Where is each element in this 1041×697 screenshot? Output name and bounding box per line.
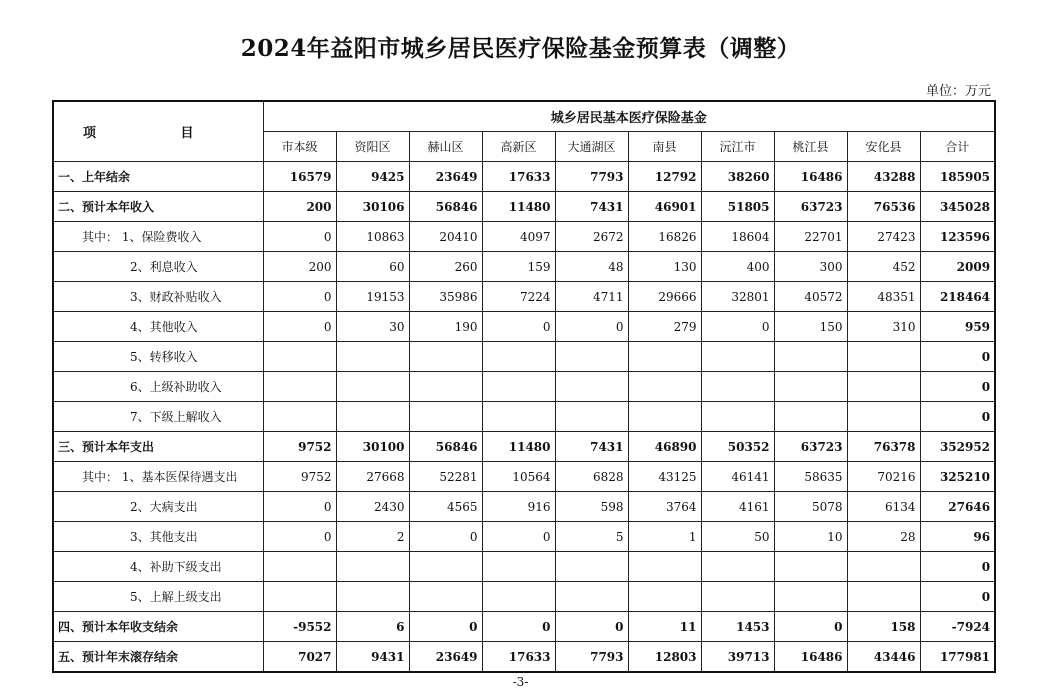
value-cell (701, 372, 774, 402)
value-cell: 43446 (847, 642, 920, 673)
column-header: 高新区 (482, 132, 555, 162)
value-cell: 452 (847, 252, 920, 282)
value-cell: 48 (555, 252, 628, 282)
value-cell: 40572 (774, 282, 847, 312)
value-cell (263, 582, 336, 612)
value-cell: 0 (555, 612, 628, 642)
value-cell: 43125 (628, 462, 701, 492)
table-row (53, 612, 995, 642)
row-label: 四、预计本年收支结余 (53, 612, 263, 642)
value-cell (774, 342, 847, 372)
value-cell (555, 372, 628, 402)
value-cell: 9425 (336, 162, 409, 192)
row-label: 6、上级补助收入 (53, 372, 263, 402)
value-cell: 7027 (263, 642, 336, 673)
item-header: 项 目 (53, 101, 263, 162)
table-row (53, 402, 995, 432)
value-cell: 30100 (336, 432, 409, 462)
value-cell (774, 552, 847, 582)
value-cell: 6 (336, 612, 409, 642)
value-cell: 0 (263, 522, 336, 552)
value-cell (847, 342, 920, 372)
table-row (53, 282, 995, 312)
value-cell: 11480 (482, 432, 555, 462)
row-label: 2、大病支出 (53, 492, 263, 522)
value-cell: 20410 (409, 222, 482, 252)
value-cell (555, 342, 628, 372)
value-cell: 16826 (628, 222, 701, 252)
value-cell: 7793 (555, 162, 628, 192)
row-label: 三、预计本年支出 (53, 432, 263, 462)
total-cell: 123596 (920, 222, 995, 252)
fund-header: 城乡居民基本医疗保险基金 (263, 101, 995, 132)
value-cell (263, 552, 336, 582)
value-cell: 159 (482, 252, 555, 282)
value-cell (482, 402, 555, 432)
row-label: 4、补助下级支出 (53, 552, 263, 582)
unit-label: 单位：万元 (925, 84, 991, 99)
value-cell (409, 552, 482, 582)
value-cell: 27423 (847, 222, 920, 252)
value-cell (336, 582, 409, 612)
value-cell (482, 582, 555, 612)
value-cell: 9431 (336, 642, 409, 673)
value-cell: 52281 (409, 462, 482, 492)
value-cell (701, 552, 774, 582)
value-cell (336, 402, 409, 432)
row-label: 二、预计本年收入 (53, 192, 263, 222)
value-cell (555, 552, 628, 582)
column-header: 桃江县 (774, 132, 847, 162)
table-row (53, 492, 995, 522)
value-cell: 1453 (701, 612, 774, 642)
table-row (53, 462, 995, 492)
value-cell: 0 (263, 492, 336, 522)
value-cell: 598 (555, 492, 628, 522)
value-cell: 56846 (409, 192, 482, 222)
value-cell: 70216 (847, 462, 920, 492)
total-cell: 0 (920, 402, 995, 432)
table-row (53, 582, 995, 612)
value-cell: 190 (409, 312, 482, 342)
value-cell: 0 (263, 222, 336, 252)
value-cell (409, 342, 482, 372)
value-cell: 76536 (847, 192, 920, 222)
value-cell (263, 402, 336, 432)
table-row (53, 522, 995, 552)
column-header: 南县 (628, 132, 701, 162)
value-cell (774, 402, 847, 432)
value-cell: 12803 (628, 642, 701, 673)
table-row (53, 162, 995, 192)
value-cell: 2672 (555, 222, 628, 252)
row-label: 4、其他收入 (53, 312, 263, 342)
value-cell (847, 372, 920, 402)
column-header: 赫山区 (409, 132, 482, 162)
value-cell: 17633 (482, 642, 555, 673)
value-cell: 158 (847, 612, 920, 642)
row-label: 五、预计年末滚存结余 (53, 642, 263, 673)
column-header: 安化县 (847, 132, 920, 162)
value-cell (701, 582, 774, 612)
value-cell: 0 (409, 612, 482, 642)
value-cell: 11480 (482, 192, 555, 222)
total-cell: 96 (920, 522, 995, 552)
value-cell (482, 342, 555, 372)
total-cell: 27646 (920, 492, 995, 522)
value-cell: 46890 (628, 432, 701, 462)
value-cell: 23649 (409, 162, 482, 192)
total-cell: 2009 (920, 252, 995, 282)
value-cell: 4711 (555, 282, 628, 312)
value-cell (774, 582, 847, 612)
total-cell: 0 (920, 552, 995, 582)
value-cell: 17633 (482, 162, 555, 192)
value-cell: 4565 (409, 492, 482, 522)
value-cell (482, 372, 555, 402)
table-row (53, 192, 995, 222)
value-cell: 400 (701, 252, 774, 282)
value-cell: 6134 (847, 492, 920, 522)
value-cell: 46901 (628, 192, 701, 222)
value-cell: 130 (628, 252, 701, 282)
value-cell (336, 372, 409, 402)
header-row-fund (53, 101, 995, 132)
value-cell: 46141 (701, 462, 774, 492)
total-cell: 325210 (920, 462, 995, 492)
value-cell (555, 582, 628, 612)
value-cell: 22701 (774, 222, 847, 252)
total-cell: 177981 (920, 642, 995, 673)
table-row (53, 552, 995, 582)
value-cell: 63723 (774, 192, 847, 222)
value-cell: 16579 (263, 162, 336, 192)
total-cell: 0 (920, 342, 995, 372)
value-cell: 0 (482, 312, 555, 342)
value-cell: 0 (482, 612, 555, 642)
value-cell: 38260 (701, 162, 774, 192)
value-cell: 6828 (555, 462, 628, 492)
table-row (53, 222, 995, 252)
total-cell: 218464 (920, 282, 995, 312)
column-header: 市本级 (263, 132, 336, 162)
value-cell: 51805 (701, 192, 774, 222)
table-row (53, 342, 995, 372)
value-cell: 4161 (701, 492, 774, 522)
value-cell: 29666 (628, 282, 701, 312)
column-header: 资阳区 (336, 132, 409, 162)
row-label: 2、利息收入 (53, 252, 263, 282)
value-cell: 23649 (409, 642, 482, 673)
row-label: 5、转移收入 (53, 342, 263, 372)
total-cell: 352952 (920, 432, 995, 462)
value-cell: 2430 (336, 492, 409, 522)
table-row (53, 432, 995, 462)
value-cell: 5078 (774, 492, 847, 522)
total-cell: 185905 (920, 162, 995, 192)
value-cell: 11 (628, 612, 701, 642)
row-label: 一、上年结余 (53, 162, 263, 192)
value-cell: 63723 (774, 432, 847, 462)
value-cell: 0 (774, 612, 847, 642)
value-cell: 39713 (701, 642, 774, 673)
value-cell: 10 (774, 522, 847, 552)
value-cell (409, 372, 482, 402)
value-cell (336, 552, 409, 582)
value-cell: 916 (482, 492, 555, 522)
total-cell: -7924 (920, 612, 995, 642)
value-cell: -9552 (263, 612, 336, 642)
table-row (53, 252, 995, 282)
value-cell: 300 (774, 252, 847, 282)
value-cell: 2 (336, 522, 409, 552)
value-cell: 7431 (555, 432, 628, 462)
value-cell (409, 402, 482, 432)
value-cell: 5 (555, 522, 628, 552)
value-cell: 32801 (701, 282, 774, 312)
value-cell: 0 (409, 522, 482, 552)
value-cell (701, 402, 774, 432)
value-cell: 16486 (774, 642, 847, 673)
value-cell: 30106 (336, 192, 409, 222)
table-row (53, 312, 995, 342)
value-cell (263, 342, 336, 372)
value-cell: 18604 (701, 222, 774, 252)
value-cell: 0 (263, 282, 336, 312)
column-header: 大通湖区 (555, 132, 628, 162)
value-cell: 10863 (336, 222, 409, 252)
value-cell: 60 (336, 252, 409, 282)
value-cell (628, 342, 701, 372)
value-cell (847, 402, 920, 432)
value-cell: 9752 (263, 462, 336, 492)
value-cell (409, 582, 482, 612)
value-cell: 48351 (847, 282, 920, 312)
row-label: 3、其他支出 (53, 522, 263, 552)
value-cell: 50 (701, 522, 774, 552)
value-cell: 4097 (482, 222, 555, 252)
value-cell: 0 (701, 312, 774, 342)
row-label: 7、下级上解收入 (53, 402, 263, 432)
row-label: 3、财政补贴收入 (53, 282, 263, 312)
table-row (53, 642, 995, 673)
table-row (53, 372, 995, 402)
value-cell (336, 342, 409, 372)
value-cell: 0 (482, 522, 555, 552)
value-cell: 16486 (774, 162, 847, 192)
value-cell: 200 (263, 192, 336, 222)
column-header: 合计 (920, 132, 995, 162)
value-cell: 28 (847, 522, 920, 552)
value-cell (628, 372, 701, 402)
value-cell: 43288 (847, 162, 920, 192)
value-cell (701, 342, 774, 372)
total-cell: 0 (920, 582, 995, 612)
value-cell: 56846 (409, 432, 482, 462)
value-cell: 7431 (555, 192, 628, 222)
value-cell: 19153 (336, 282, 409, 312)
value-cell: 1 (628, 522, 701, 552)
budget-table (52, 100, 996, 673)
value-cell (628, 552, 701, 582)
value-cell: 12792 (628, 162, 701, 192)
row-label: 其中： 1、基本医保待遇支出 (53, 462, 263, 492)
value-cell (847, 552, 920, 582)
total-cell: 0 (920, 372, 995, 402)
value-cell: 0 (555, 312, 628, 342)
value-cell: 200 (263, 252, 336, 282)
value-cell (628, 402, 701, 432)
value-cell: 50352 (701, 432, 774, 462)
value-cell: 260 (409, 252, 482, 282)
page-number: -3- (512, 675, 529, 689)
value-cell: 7793 (555, 642, 628, 673)
value-cell: 10564 (482, 462, 555, 492)
value-cell: 3764 (628, 492, 701, 522)
total-cell: 959 (920, 312, 995, 342)
value-cell: 9752 (263, 432, 336, 462)
value-cell: 27668 (336, 462, 409, 492)
value-cell (263, 372, 336, 402)
value-cell (628, 582, 701, 612)
row-label: 5、上解上级支出 (53, 582, 263, 612)
column-header: 沅江市 (701, 132, 774, 162)
value-cell (555, 402, 628, 432)
value-cell (847, 582, 920, 612)
value-cell: 150 (774, 312, 847, 342)
value-cell: 35986 (409, 282, 482, 312)
total-cell: 345028 (920, 192, 995, 222)
row-label: 其中： 1、保险费收入 (53, 222, 263, 252)
value-cell (774, 372, 847, 402)
value-cell: 7224 (482, 282, 555, 312)
value-cell: 30 (336, 312, 409, 342)
value-cell: 310 (847, 312, 920, 342)
value-cell: 0 (263, 312, 336, 342)
value-cell: 76378 (847, 432, 920, 462)
page-title: 2024年益阳市城乡居民医疗保险基金预算表（调整） (240, 35, 801, 62)
value-cell (482, 552, 555, 582)
value-cell: 279 (628, 312, 701, 342)
value-cell: 58635 (774, 462, 847, 492)
